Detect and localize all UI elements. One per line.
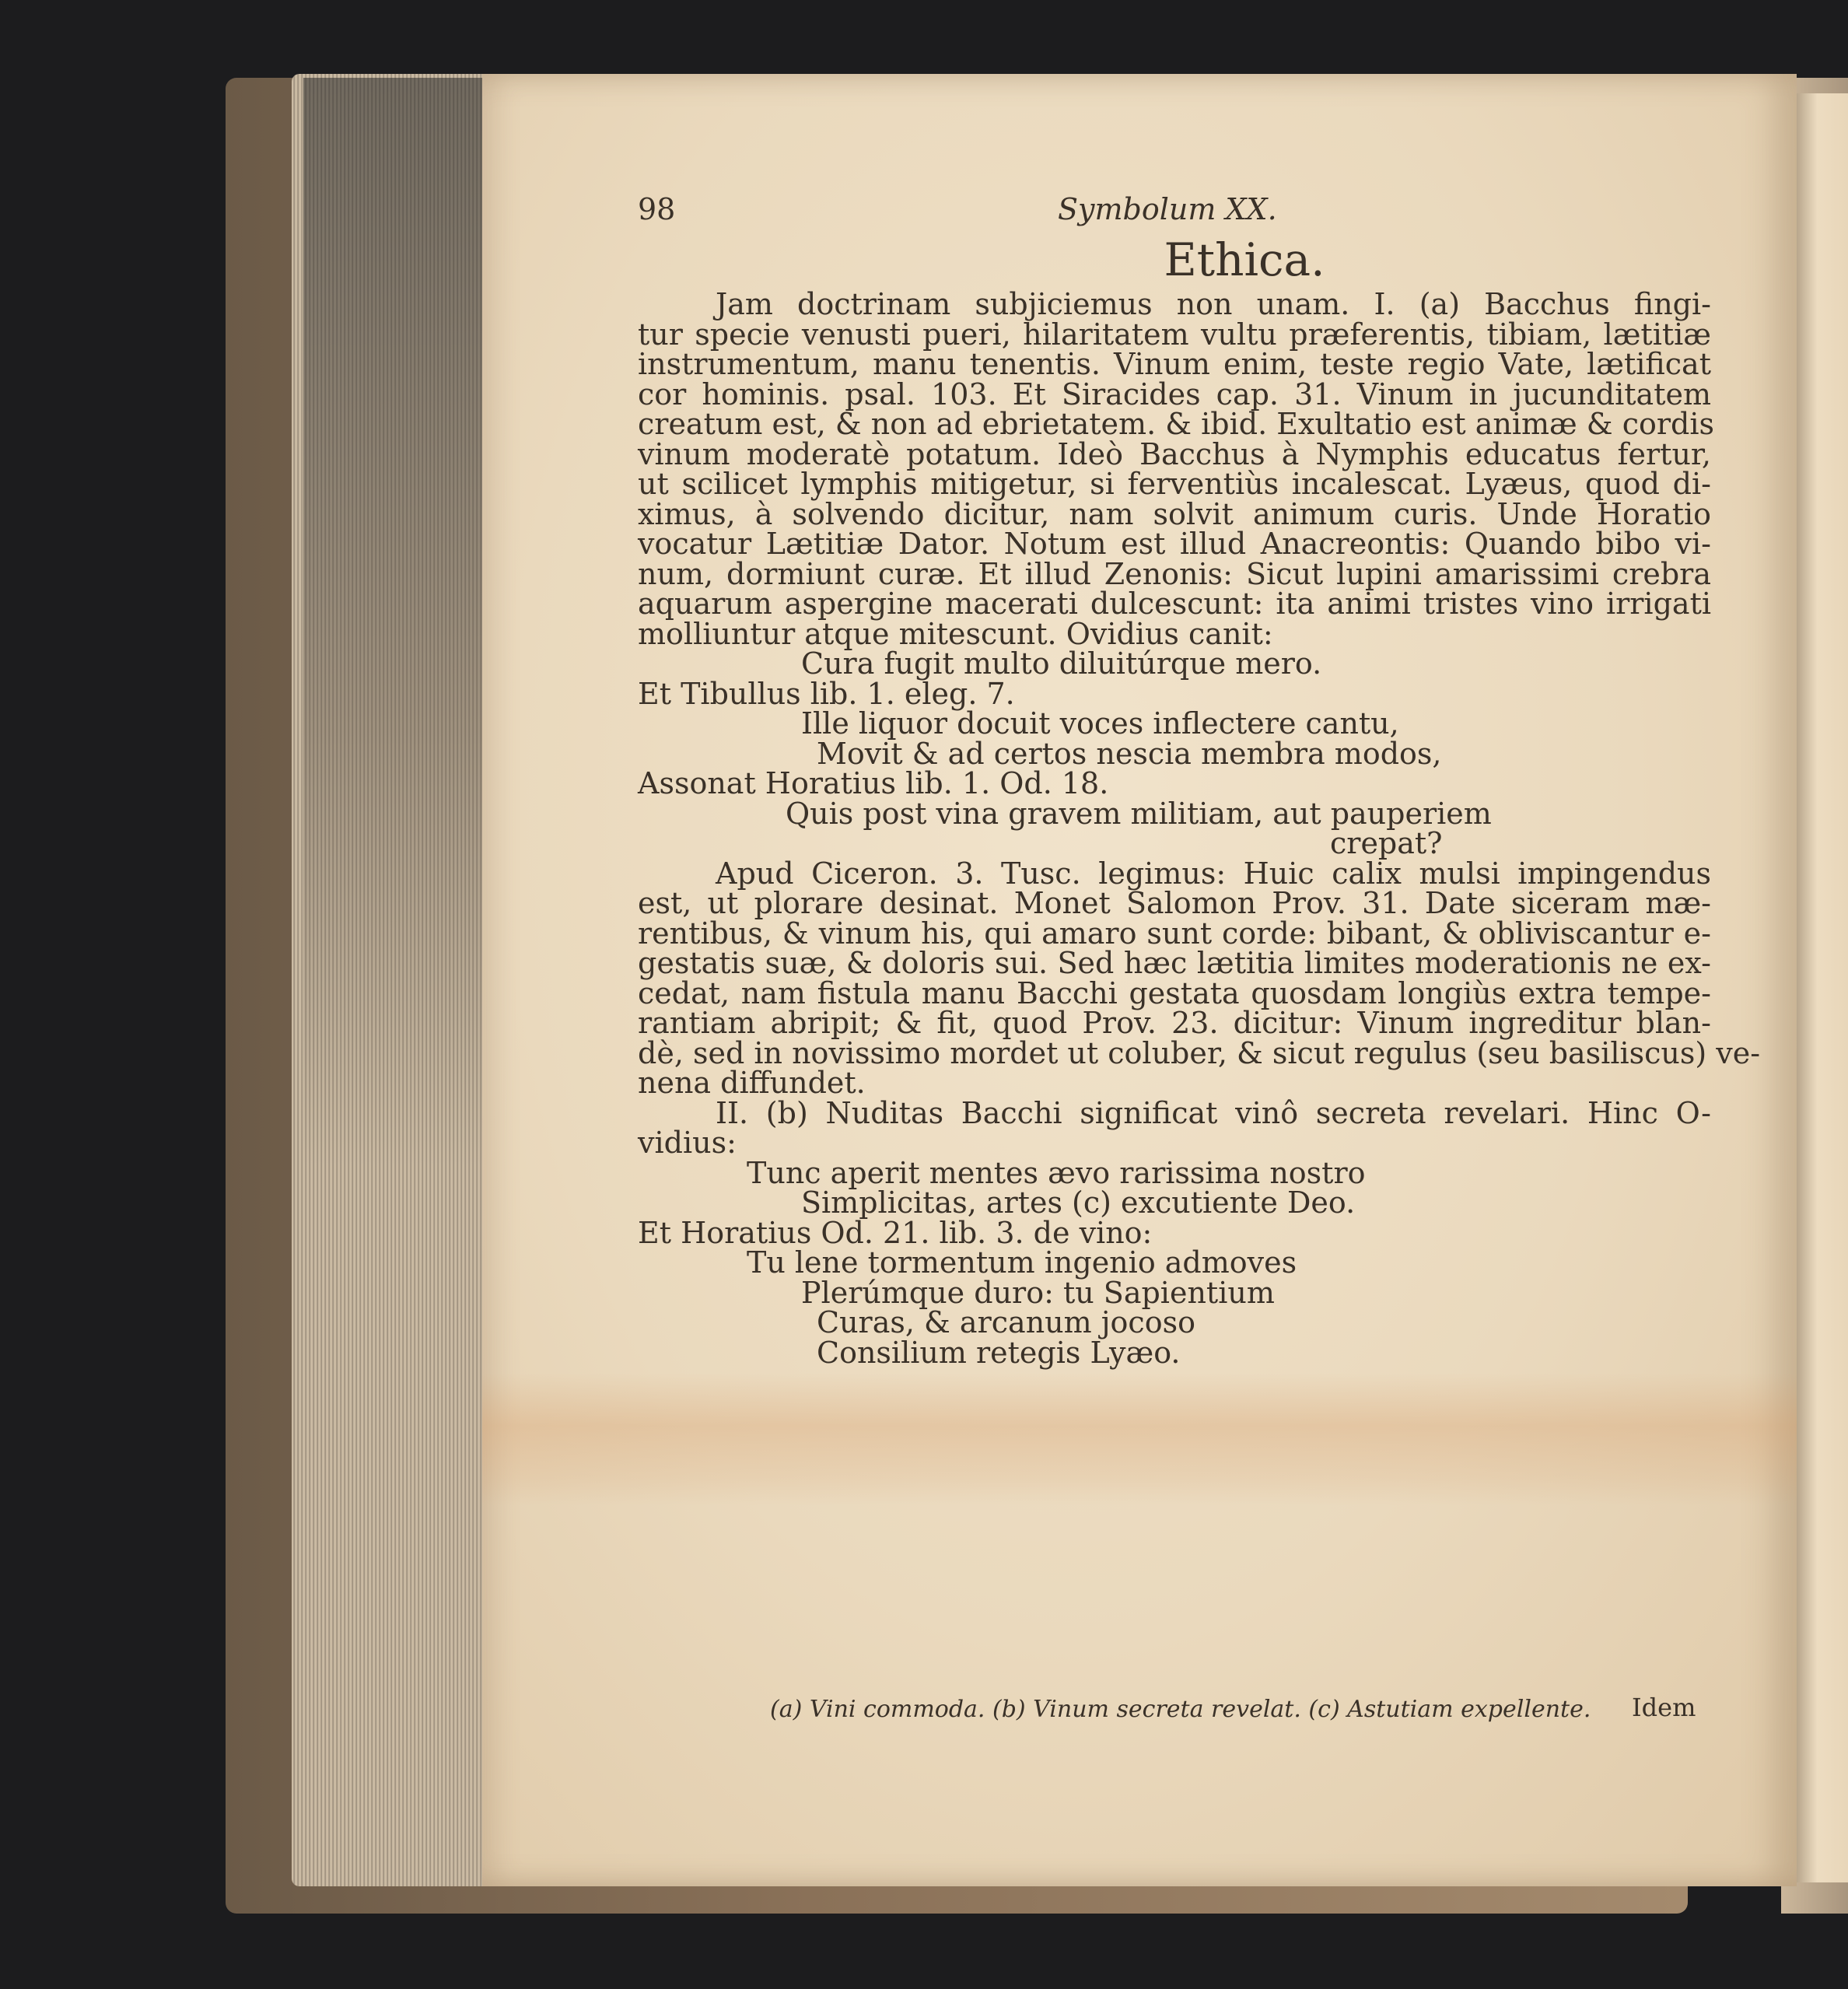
text-line: Tunc aperit mentes ævo rarissima nostro bbox=[747, 1155, 1366, 1190]
text-line: vidius: bbox=[638, 1126, 737, 1160]
page-edges-shadow bbox=[303, 78, 482, 1167]
text-line: Simplicitas, artes (c) excutiente Deo. bbox=[801, 1185, 1356, 1220]
text-line: cor hominis. psal. 103. Et Siracides cap. 31. Vinum in jucunditatem bbox=[638, 376, 1711, 411]
section-title: Ethica. bbox=[1164, 233, 1325, 286]
text-line: cedat, nam fistula manu Bacchi gestata quosdam longiùs extra tempe- bbox=[638, 975, 1711, 1010]
text-line: ximus, à solvendo dicitur, nam solvit animum curis. Unde Horatio bbox=[638, 496, 1711, 531]
text-line: Jam doctrinam subjiciemus non unam. I. (a) Bacchus fingi- bbox=[716, 287, 1711, 321]
text-line: Tu lene tormentum ingenio admoves bbox=[747, 1245, 1297, 1280]
text-line: rentibus, & vinum his, qui amaro sunt corde: bibant, & obliviscantur e- bbox=[638, 916, 1711, 951]
text-line: nena diffundet. bbox=[638, 1066, 866, 1100]
page-header bbox=[638, 194, 1711, 235]
text-line: Plerúmque duro: tu Sapientium bbox=[801, 1275, 1275, 1310]
text-line: II. (b) Nuditas Bacchi significat vinô secreta revelari. Hinc O- bbox=[716, 1095, 1711, 1130]
page-number: 98 bbox=[638, 192, 676, 226]
text-line: instrumentum, manu tenentis. Vinum enim, teste regio Vate, lætificat bbox=[638, 347, 1711, 381]
text-line: crepat? bbox=[1330, 826, 1443, 860]
facing-page-edge bbox=[1797, 93, 1848, 1882]
body-text bbox=[638, 287, 1761, 1370]
text-line: num, dormiunt curæ. Et illud Zenonis: Sicut lupini amarissimi crebra bbox=[638, 556, 1711, 591]
text-line: rantiam abripit; & fit, quod Prov. 23. dicitur: Vinum ingreditur blan- bbox=[638, 1006, 1711, 1040]
text-line: Et Tibullus lib. 1. eleg. 7. bbox=[638, 676, 1015, 711]
page-text bbox=[638, 192, 1761, 1370]
water-stain bbox=[482, 1373, 1797, 1505]
running-head: Symbolum XX. bbox=[1058, 192, 1277, 226]
text-line: Movit & ad certos nescia membra modos, bbox=[817, 736, 1442, 771]
catchword: Idem bbox=[1632, 1693, 1696, 1722]
text-line: Consilium retegis Lyæo. bbox=[817, 1335, 1181, 1370]
text-line: gestatis suæ, & doloris sui. Sed hæc lætitia limites moderationis ne ex- bbox=[638, 946, 1711, 980]
text-line: est, ut plorare desinat. Monet Salomon Prov. 31. Date siceram mæ- bbox=[638, 886, 1711, 920]
text-line: Apud Ciceron. 3. Tusc. legimus: Huic calix mulsi impingendus bbox=[716, 856, 1711, 891]
text-line: dè, sed in novissimo mordet ut coluber, & sicut regulus (seu basiliscus) ve- bbox=[638, 1035, 1761, 1070]
footnotes: (a) Vini commoda. (b) Vinum secreta revelat. (c) Astutiam expellente. bbox=[770, 1696, 1591, 1723]
text-line: creatum est, & non ad ebrietatem. & ibid. Exultatio est animæ & cordis bbox=[638, 407, 1715, 441]
text-line: aquarum aspergine macerati dulcescunt: ita animi tristes vino irrigati bbox=[638, 587, 1711, 621]
text-line: vinum moderatè potatum. Ideò Bacchus à Nymphis educatus fertur, bbox=[638, 436, 1711, 471]
text-line: Quis post vina gravem militiam, aut pauperiem bbox=[786, 796, 1492, 831]
text-line: Assonat Horatius lib. 1. Od. 18. bbox=[638, 766, 1109, 800]
text-line: ut scilicet lymphis mitigetur, si ferventiùs incalescat. Lyæus, quod di- bbox=[638, 467, 1711, 501]
text-line: vocatur Lætitiæ Dator. Notum est illud Anacreontis: Quando bibo vi- bbox=[638, 527, 1711, 561]
text-line: molliuntur atque mitescunt. Ovidius canit: bbox=[638, 616, 1273, 651]
text-line: Curas, & arcanum jocoso bbox=[817, 1305, 1195, 1339]
text-line: tur specie venusti pueri, hilaritatem vultu præferentis, tibiam, lætitiæ bbox=[638, 317, 1711, 352]
text-line: Ille liquor docuit voces inflectere cantu, bbox=[801, 706, 1399, 741]
text-line: Cura fugit multo diluitúrque mero. bbox=[801, 646, 1322, 681]
text-line: Et Horatius Od. 21. lib. 3. de vino: bbox=[638, 1215, 1153, 1250]
